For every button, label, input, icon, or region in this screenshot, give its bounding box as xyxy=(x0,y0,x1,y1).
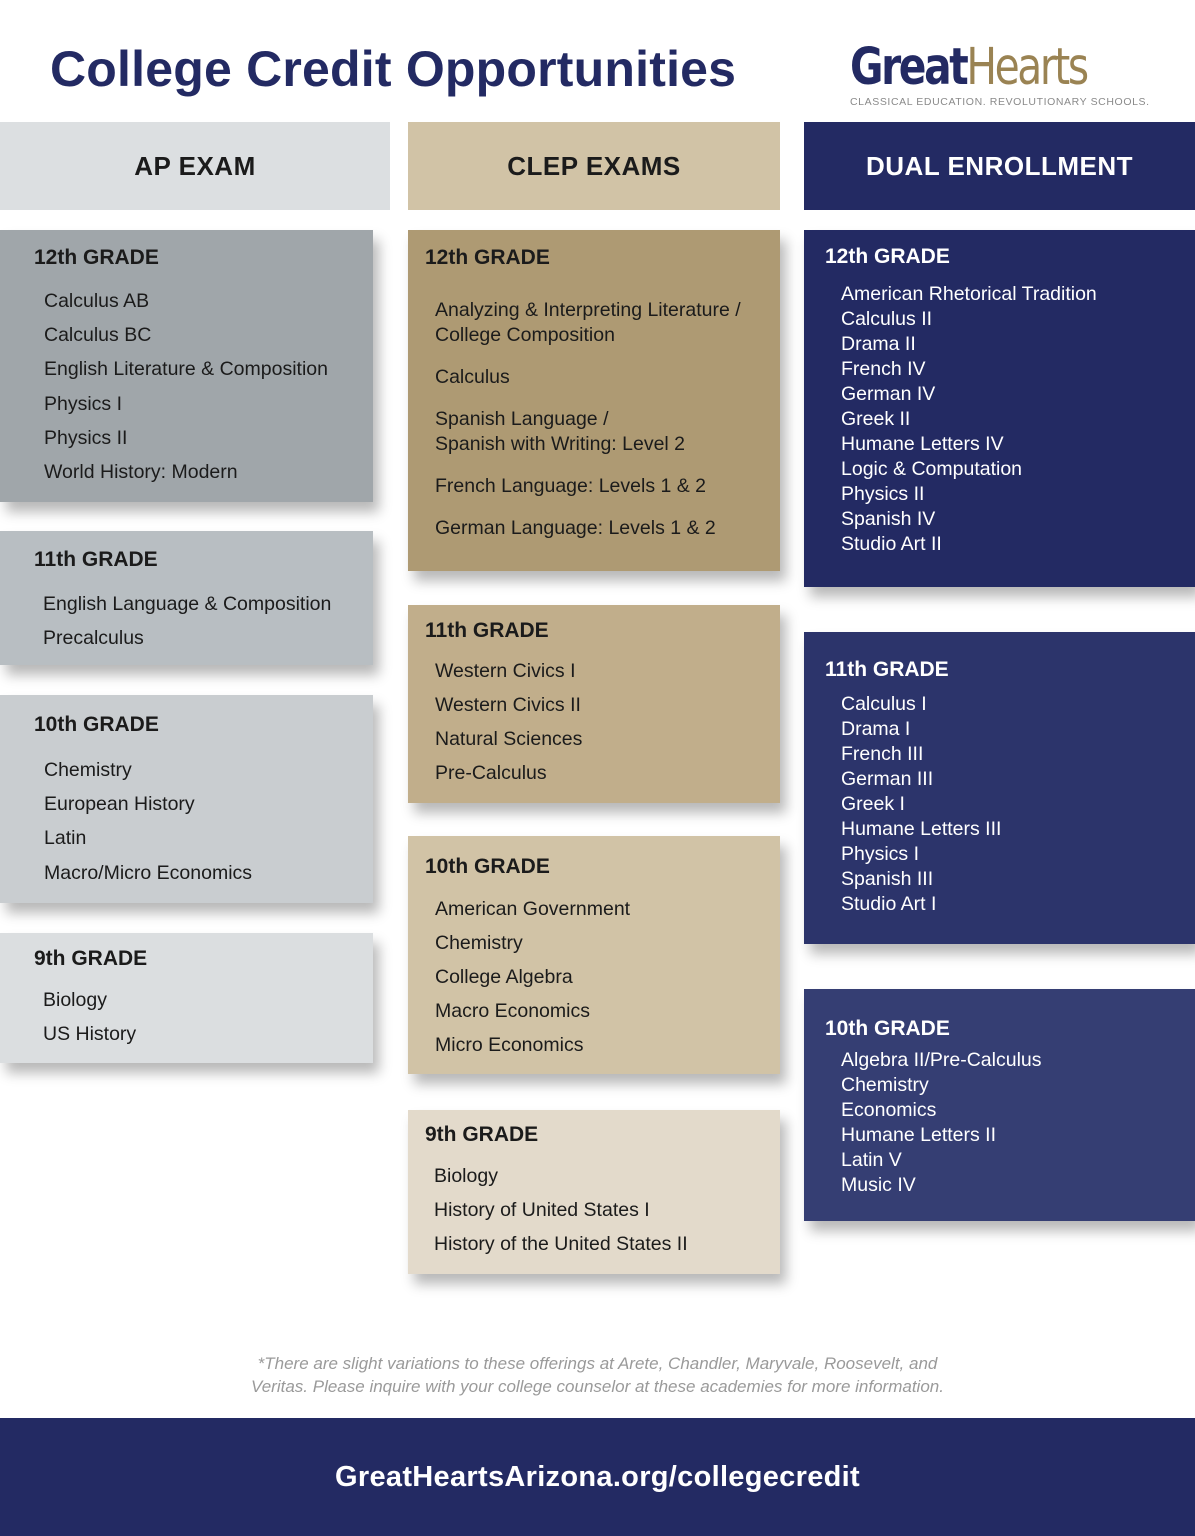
course-list xyxy=(43,591,331,659)
grade-label: 12th GRADE xyxy=(825,245,950,268)
logo-tagline: CLASSICAL EDUCATION. REVOLUTIONARY SCHOOLS. xyxy=(850,96,1150,108)
logo-wordmark: GreatHearts xyxy=(850,38,1087,97)
list-item: World History: Modern xyxy=(44,460,238,483)
list-item: Logic & Computation xyxy=(841,458,1023,480)
ap-9th-grade-card xyxy=(0,933,373,1063)
de-12th-grade-card xyxy=(804,230,1195,587)
clep-exams-header: CLEP EXAMS xyxy=(408,122,780,210)
list-item: Calculus BC xyxy=(44,324,152,347)
list-item: English Literature & Composition xyxy=(44,358,328,381)
grade-label: 9th GRADE xyxy=(425,1123,539,1146)
list-item: Greek I xyxy=(841,793,905,815)
list-item: German Language: Levels 1 & 2 xyxy=(435,517,716,539)
course-list xyxy=(435,298,741,558)
ap-exam-header: AP EXAM xyxy=(0,122,390,210)
list-item: Spanish III xyxy=(841,868,934,890)
list-item: Spanish IV xyxy=(841,508,936,530)
list-item: Chemistry xyxy=(44,759,132,781)
list-item: Chemistry xyxy=(435,932,523,954)
list-item: History of the United States II xyxy=(434,1233,688,1255)
course-list xyxy=(841,1048,1042,1198)
list-item: French III xyxy=(841,743,924,765)
dual-enrollment-header: DUAL ENROLLMENT xyxy=(804,122,1195,210)
list-item: Economics xyxy=(841,1099,937,1121)
list-item: Natural Sciences xyxy=(435,728,583,750)
list-item: Drama II xyxy=(841,333,916,355)
ap-11th-grade-card xyxy=(0,531,373,665)
list-item: Latin V xyxy=(841,1149,902,1171)
list-item: Spanish Language / xyxy=(435,408,609,430)
list-item: Calculus II xyxy=(841,308,933,330)
list-item: Western Civics II xyxy=(435,694,581,716)
list-item: Biology xyxy=(43,989,107,1011)
list-item: Physics II xyxy=(841,483,925,505)
ap-12th-grade-card xyxy=(0,230,373,502)
footer-bar xyxy=(0,1418,1195,1536)
list-item: Physics II xyxy=(44,426,128,449)
greathearts-logo xyxy=(850,38,1150,108)
list-item: Studio Art II xyxy=(841,533,942,555)
list-item: Spanish with Writing: Level 2 xyxy=(435,433,686,455)
college-credit-url-link[interactable]: GreatHeartsArizona.org/collegecredit xyxy=(335,1460,860,1493)
list-item: College Composition xyxy=(435,324,615,346)
list-item: Micro Economics xyxy=(435,1034,584,1056)
list-item: Greek II xyxy=(841,408,911,430)
list-item: Biology xyxy=(434,1165,498,1187)
grade-label: 11th GRADE xyxy=(825,658,949,681)
list-item: Physics I xyxy=(44,392,123,415)
clep-9th-grade-card xyxy=(408,1110,780,1274)
clep-12th-grade-card xyxy=(408,230,780,571)
list-item: English Language & Composition xyxy=(43,593,332,615)
clep-11th-grade-card xyxy=(408,605,780,803)
list-item: French Language: Levels 1 & 2 xyxy=(435,475,707,497)
grade-label: 12th GRADE xyxy=(34,246,159,269)
page-title: College Credit Opportunities xyxy=(50,41,737,97)
list-item: American Government xyxy=(435,898,631,920)
list-item: Western Civics I xyxy=(435,660,576,682)
list-item: History of United States I xyxy=(434,1199,650,1221)
list-item: Calculus xyxy=(435,366,510,388)
grade-label: 10th GRADE xyxy=(825,1017,950,1040)
course-list xyxy=(44,288,328,493)
course-list xyxy=(43,987,136,1055)
de-11th-grade-card xyxy=(804,632,1195,944)
course-list xyxy=(435,896,630,1066)
grade-label: 9th GRADE xyxy=(34,947,148,970)
course-list xyxy=(434,1163,688,1265)
list-item: Physics I xyxy=(841,843,920,865)
list-item: Analyzing & Interpreting Literature / xyxy=(435,299,741,321)
list-item: Macro/Micro Economics xyxy=(44,861,253,884)
list-item: Drama I xyxy=(841,718,911,740)
course-list xyxy=(435,658,582,794)
list-item: College Algebra xyxy=(435,966,573,988)
list-item: Humane Letters IV xyxy=(841,433,1004,455)
list-item: Precalculus xyxy=(43,627,144,650)
list-item: Music IV xyxy=(841,1174,916,1196)
list-item: Chemistry xyxy=(841,1074,929,1096)
grade-label: 11th GRADE xyxy=(34,548,158,571)
list-item: Calculus I xyxy=(841,693,927,715)
course-list xyxy=(841,282,1097,557)
clep-10th-grade-card xyxy=(408,836,780,1074)
grade-label: 10th GRADE xyxy=(34,713,159,736)
list-item: German IV xyxy=(841,383,936,405)
grade-label: 12th GRADE xyxy=(425,246,550,269)
list-item: French IV xyxy=(841,358,926,380)
list-item: German III xyxy=(841,768,934,790)
ap-10th-grade-card xyxy=(0,695,373,903)
footnote xyxy=(0,1352,1195,1398)
list-item: Calculus AB xyxy=(44,290,150,312)
list-item: European History xyxy=(44,793,195,816)
course-list xyxy=(44,757,252,894)
list-item: Humane Letters II xyxy=(841,1124,996,1146)
list-item: American Rhetorical Tradition xyxy=(841,283,1097,305)
list-item: Macro Economics xyxy=(435,1000,590,1022)
grade-label: 10th GRADE xyxy=(425,855,550,878)
list-item: Latin xyxy=(44,827,87,850)
course-list xyxy=(841,692,1001,917)
de-10th-grade-card xyxy=(804,989,1195,1221)
footnote-line-2: Veritas. Please inquire with your college counselor at these academies for more information. xyxy=(251,1377,944,1396)
list-item: US History xyxy=(43,1023,137,1046)
list-item: Pre-Calculus xyxy=(435,762,547,784)
list-item: Algebra II/Pre-Calculus xyxy=(841,1049,1042,1071)
list-item: Humane Letters III xyxy=(841,818,1002,840)
footnote-line-1: *There are slight variations to these offerings at Arete, Chandler, Maryvale, Roosevelt, and xyxy=(257,1354,938,1373)
list-item: Studio Art I xyxy=(841,893,937,915)
grade-label: 11th GRADE xyxy=(425,619,549,642)
